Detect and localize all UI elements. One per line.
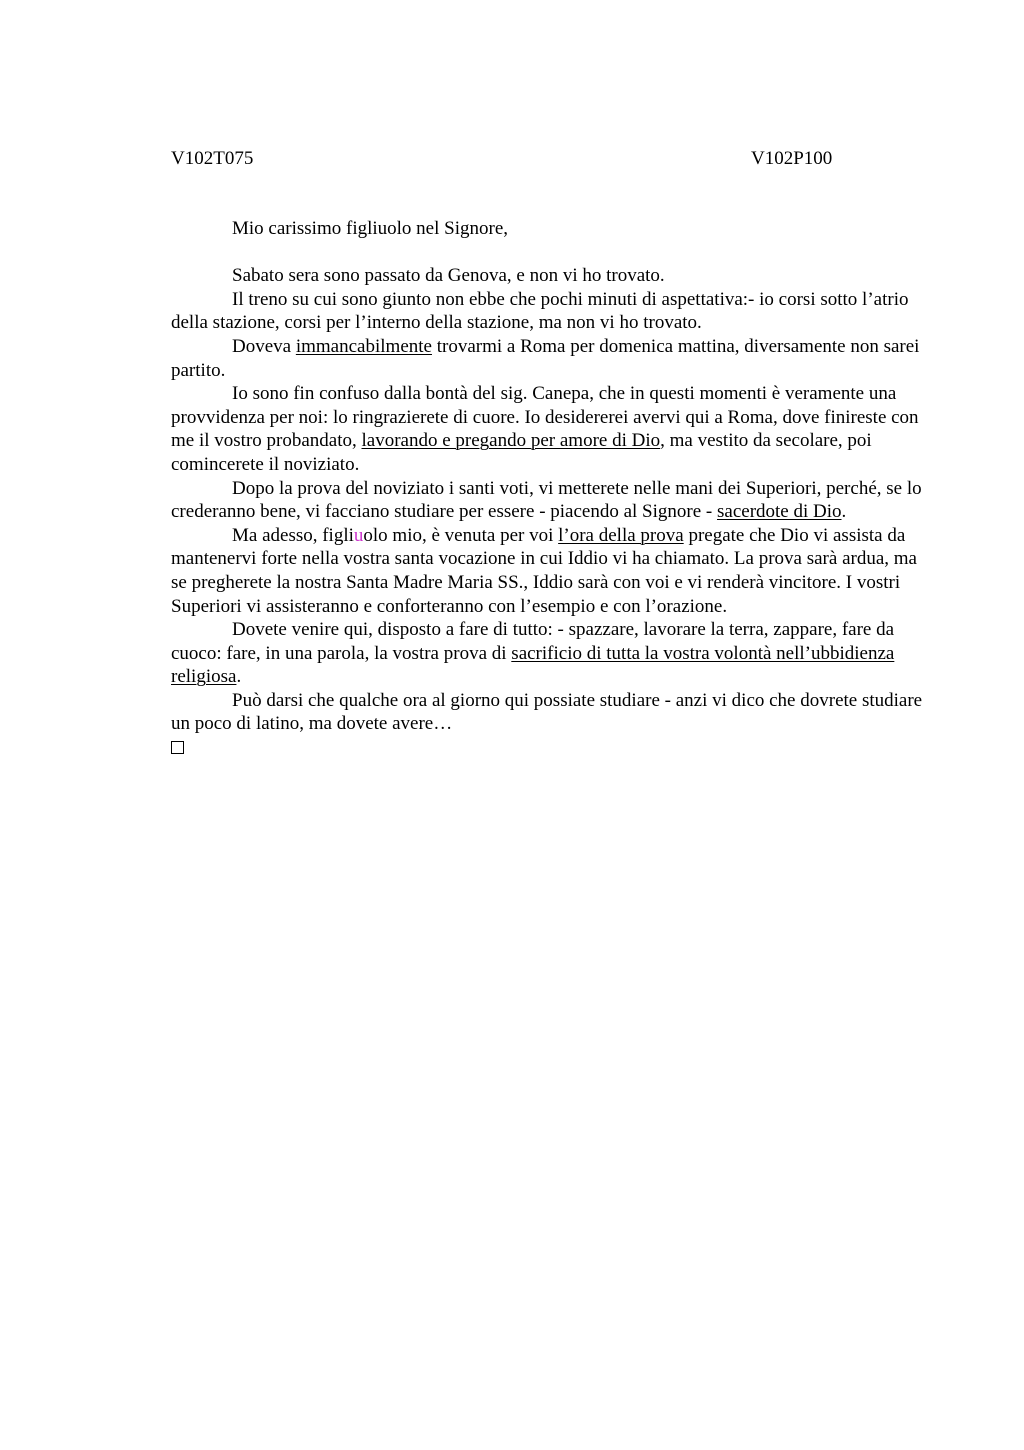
paragraph-7 — [171, 618, 931, 689]
end-marker-row — [171, 736, 931, 761]
paragraph-6-text-a: Ma adesso, figli — [232, 524, 354, 546]
paragraph-4-text-b: , ma vestito da secolare, poi comincerete il noviziato. — [171, 430, 872, 475]
square-outline-icon — [171, 741, 184, 754]
paragraph-1: Sabato sera sono passato da Genova, e non vi ho trovato. — [232, 265, 665, 287]
paragraph-3-text-a: Doveva — [232, 335, 296, 357]
document-code-right: V102P100 — [751, 148, 833, 169]
paragraph-7-text-a: Dovete venire qui, disposto a fare di tutto: - spazzare, lavorare la terra, zappare, fare da cuoco: fare, in una parola, la vostra prova di — [171, 619, 895, 664]
document-code-left: V102T075 — [171, 148, 254, 169]
underlined-phrase: lavorando e pregando per amore di Dio — [361, 430, 661, 452]
paragraph-6-text-b: olo mio, è venuta per voi — [363, 524, 559, 546]
letter-salutation: Mio carissimo figliuolo nel Signore, — [232, 218, 509, 239]
letter-body — [171, 217, 931, 761]
paragraph-6 — [171, 524, 931, 618]
paragraph-5-text-b: . — [841, 501, 847, 523]
paragraph-6-text-c: pregate che Dio vi assista da mantenervi forte nella vostra santa vocazione in cui Iddio vi ha chiamato. La prova sarà ardua, ma se pregherete la nostra Santa Madre Maria SS., Iddio sarà con voi e vi renderà vincitore. I vostri Superiori vi assisteranno e conforteranno con l’esempio e con l’orazione. — [171, 524, 917, 617]
underlined-phrase: immancabilmente — [295, 335, 432, 357]
paragraph-5 — [171, 477, 931, 524]
paragraph-3 — [171, 335, 931, 382]
paragraph-8: Può darsi che qualche ora al giorno qui possiate studiare - anzi vi dico che dovrete studiare un poco di latino, ma dovete avere… — [171, 689, 923, 735]
paragraph-3-text-b: trovarmi a Roma per domenica mattina, diversamente non sarei partito. — [171, 335, 920, 381]
paragraph-4-text-a: Io sono fin confuso dalla bontà del sig. Canepa, che in questi momenti è veramente una provvidenza per noi: lo ringrazierete di cuore. Io desidererei avervi qui a Roma, dove finireste con me il vostro probandato, — [171, 383, 919, 452]
paragraph-5-text-a: Dopo la prova del noviziato i santi voti, vi metterete nelle mani dei Superiori, perché, se lo crederanno bene, vi facciano studiare per essere - piacendo al Signore - — [171, 477, 922, 523]
paragraph-7-text-b: . — [236, 666, 242, 688]
underlined-phrase: l’ora della prova — [558, 524, 684, 546]
paragraph-2: Il treno su cui sono giunto non ebbe che pochi minuti di aspettativa:- io corsi sotto l’atrio della stazione, corsi per l’interno della stazione, ma non vi ho trovato. — [171, 288, 909, 334]
underlined-phrase: sacerdote di Dio — [717, 501, 842, 523]
underlined-phrase: sacrificio di tutta la vostra volontà nell’ubbidienza religiosa — [171, 642, 895, 688]
paragraph-4 — [171, 382, 931, 476]
highlighted-letter: u — [353, 524, 364, 546]
